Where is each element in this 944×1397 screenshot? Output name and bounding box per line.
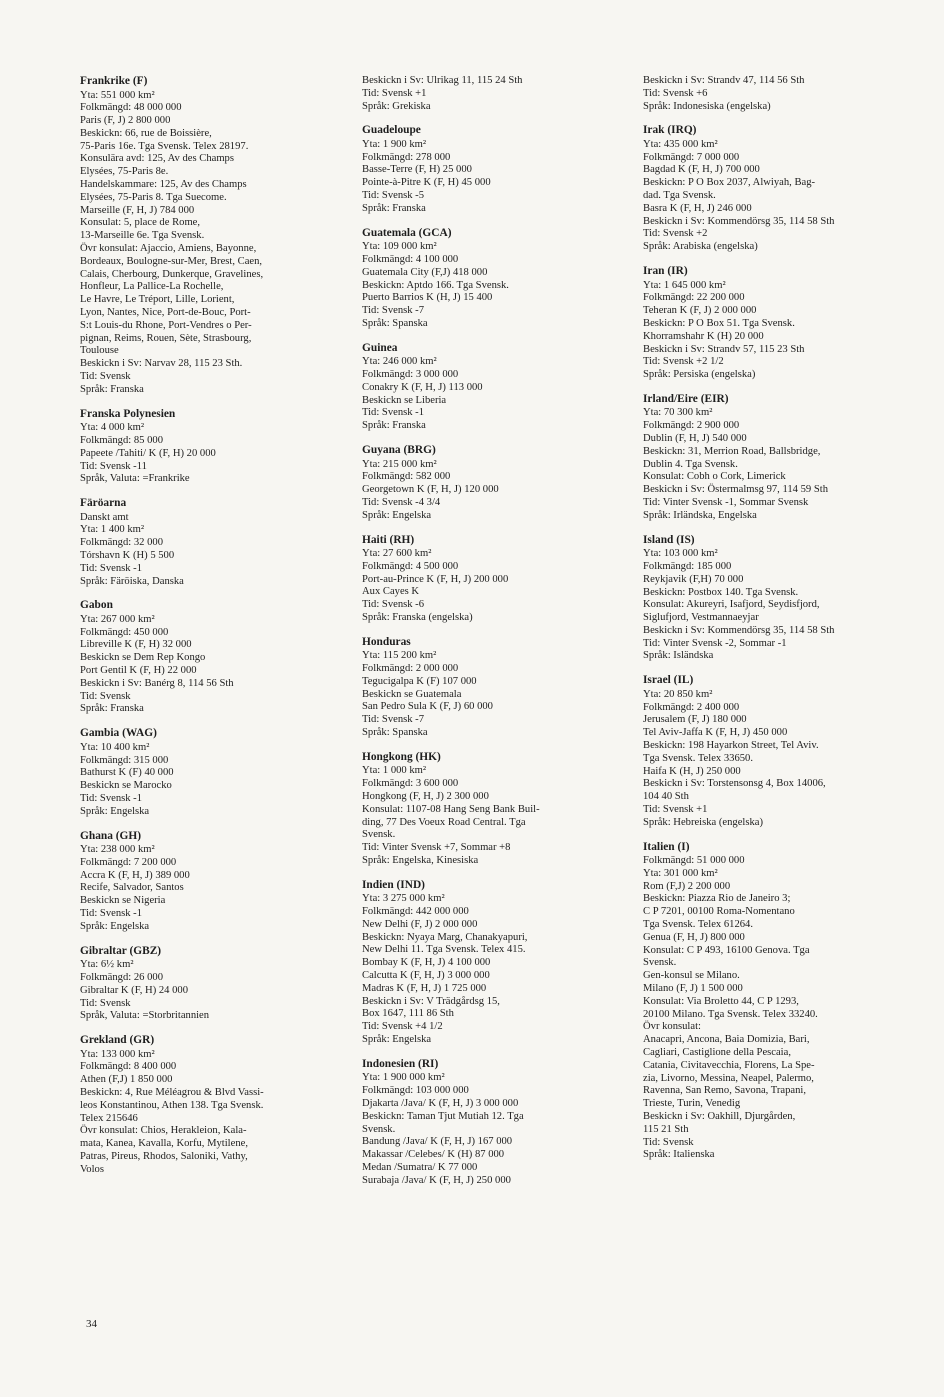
entry-line: Beskickn i Sv: Kommendörsg 35, 114 58 Sth [643, 624, 835, 636]
entry-line: Svensk. [362, 1123, 396, 1135]
entry-line: Beskickn i Sv: Banérg 8, 114 56 Sth [80, 677, 234, 689]
entry-line: Folkmängd: 4 100 000 [362, 253, 459, 265]
entry-line: Box 1647, 111 86 Sth [362, 1008, 454, 1020]
entry-line: Ravenna, San Remo, Savona, Trapani, [643, 1085, 807, 1097]
entry-line: Beskickn i Sv: Strandv 57, 115 23 Sth [643, 343, 805, 355]
entry-line: Lyon, Nantes, Nice, Port-de-Bouc, Port- [80, 307, 251, 319]
entry-line: Beskickn i Sv: V Trädgårdsg 15, [362, 995, 500, 1007]
country-title: Island (IS) [643, 533, 695, 546]
country-entry [643, 124, 888, 254]
country-entry [643, 674, 888, 829]
column-3 [643, 75, 888, 1173]
entry-line: Yta: 301 000 km² [643, 867, 718, 879]
country-entry [362, 636, 594, 740]
entry-line: Telex 215646 [80, 1112, 138, 1124]
entry-line: Konsulat: 1107-08 Hang Seng Bank Buil- [362, 803, 540, 815]
entry-line: mata, Kanea, Kavalla, Korfu, Mytilene, [80, 1138, 248, 1150]
entry-line: Paris (F, J) 2 800 000 [80, 115, 171, 127]
country-title: Färöarna [80, 497, 127, 510]
entry-line: Tid: Svensk -1 [80, 908, 143, 920]
entry-line: Språk: Franska [362, 420, 426, 432]
entry-line: Beskickn i Sv: Torstensonsg 4, Box 14006, [643, 778, 826, 790]
entry-line: Tegucigalpa K (F) 107 000 [362, 675, 477, 687]
entry-line: Haifa K (H, J) 250 000 [643, 765, 741, 777]
entry-line: Tid: Svensk -7 [362, 714, 425, 726]
entry-line: Beskickn: Aptdo 166. Tga Svensk. [362, 279, 509, 291]
entry-line: Övr konsulat: Ajaccio, Amiens, Bayonne, [80, 243, 257, 255]
entry-line: Folkmängd: 22 200 000 [643, 292, 745, 304]
entry-line: Folkmängd: 32 000 [80, 537, 163, 549]
entry-line: Calais, Cherbourg, Dunkerque, Gravelines, [80, 268, 264, 280]
entry-line: Folkmängd: 2 000 000 [362, 663, 459, 675]
country-title: Guyana (BRG) [362, 444, 436, 457]
country-title: Gabon [80, 599, 113, 612]
entry-line: Reykjavik (F,H) 70 000 [643, 573, 744, 585]
country-title: Irland/Eire (EIR) [643, 392, 729, 405]
entry-line: Beskickn: Piazza Rio de Janeiro 3; [643, 893, 791, 905]
entry-line: Accra K (F, H, J) 389 000 [80, 869, 190, 881]
country-title: Iran (IR) [643, 265, 688, 278]
entry-line: Yta: 1 645 000 km² [643, 279, 726, 291]
entry-line: Yta: 4 000 km² [80, 422, 145, 434]
entry-line: Språk: Indonesiska (engelska) [643, 100, 771, 112]
entry-line: Övr konsulat: [643, 1021, 701, 1033]
entry-line: Språk: Engelska [80, 920, 150, 932]
entry-line: Folkmängd: 2 400 000 [643, 701, 740, 713]
country-entry [362, 534, 594, 625]
country-title: Israel (IL) [643, 674, 694, 687]
country-entry [362, 342, 594, 433]
entry-line: Yta: 115 200 km² [362, 650, 437, 662]
country-title: Gibraltar (GBZ) [80, 944, 162, 957]
country-title: Guinea [362, 341, 398, 354]
entry-line: Yta: 267 000 km² [80, 613, 155, 625]
country-entry [80, 497, 312, 588]
country-title: Hongkong (HK) [362, 750, 441, 763]
entry-line: Tid: Vinter Svensk +7, Sommar +8 [362, 842, 511, 854]
country-title: Ghana (GH) [80, 829, 142, 842]
entry-line: New Delhi (F, J) 2 000 000 [362, 918, 478, 930]
entry-line: 115 21 Sth [643, 1123, 689, 1135]
entry-line: Yta: 3 275 000 km² [362, 893, 445, 905]
country-entry [643, 534, 888, 664]
country-entry [80, 75, 312, 397]
entry-line: 75-Paris 16e. Tga Svensk. Telex 28197. [80, 140, 249, 152]
country-title: Grekland (GR) [80, 1034, 155, 1047]
country-entry [362, 227, 594, 331]
entry-line: Språk: Spanska [362, 727, 428, 739]
entry-line: Dublin (F, H, J) 540 000 [643, 433, 747, 445]
entry-line: Yta: 1 900 000 km² [362, 1072, 445, 1084]
entry-line: Konsulat: Via Broletto 44, C P 1293, [643, 995, 799, 1007]
entry-line: Tid: Svensk -4 3/4 [362, 496, 441, 508]
country-title: Indien (IND) [362, 878, 425, 891]
entry-line: Tel Aviv-Jaffa K (F, H, J) 450 000 [643, 727, 788, 739]
entry-line: Språk, Valuta: =Frankrike [80, 473, 190, 485]
entry-line: Athen (F,J) 1 850 000 [80, 1074, 173, 1086]
country-title: Haiti (RH) [362, 533, 415, 546]
entry-line: Calcutta K (F, H, J) 3 000 000 [362, 970, 490, 982]
entry-line: Makassar /Celebes/ K (H) 87 000 [362, 1149, 505, 1161]
country-entry [362, 124, 594, 215]
entry-line: Språk: Franska [362, 202, 426, 214]
entry-line: Folkmängd: 3 000 000 [362, 369, 459, 381]
entry-line: Beskickn i Sv: Narvav 28, 115 23 Sth. [80, 358, 243, 370]
entry-line: Bagdad K (F, H, J) 700 000 [643, 164, 760, 176]
entry-line: Trieste, Turin, Venedig [643, 1098, 741, 1110]
entry-line: Khorramshahr K (H) 20 000 [643, 330, 764, 342]
entry-line: Yta: 133 000 km² [80, 1048, 155, 1060]
entry-line: Beskickn i Sv: Kommendörsg 35, 114 58 Sth [643, 215, 835, 227]
entry-line: Conakry K (F, H, J) 113 000 [362, 381, 483, 393]
entry-line: Konsulat: C P 493, 16100 Genova. Tga [643, 944, 810, 956]
entry-line: Siglufjord, Vestmannaeyjar [643, 612, 759, 624]
entry-line: Catania, Civitavecchia, Florens, La Spe- [643, 1059, 815, 1071]
entry-line: Yta: 20 850 km² [643, 688, 713, 700]
entry-line: Språk: Grekiska [362, 100, 431, 112]
entry-line: Port Gentil K (F, H) 22 000 [80, 665, 197, 677]
entry-line: Beskickn: P O Box 2037, Alwiyah, Bag- [643, 177, 816, 189]
entry-line: Jerusalem (F, J) 180 000 [643, 714, 747, 726]
entry-line: Övr konsulat: Chios, Herakleion, Kala- [80, 1125, 247, 1137]
entry-line: Folkmängd: 103 000 000 [362, 1085, 469, 1097]
entry-line: zia, Livorno, Messina, Neapel, Palermo, [643, 1072, 814, 1084]
entry-line: Konsulära avd: 125, Av des Champs [80, 153, 234, 165]
entry-line: Folkmängd: 2 900 000 [643, 420, 740, 432]
entry-line: Beskickn i Sv: Ulrikag 11, 115 24 Sth [362, 75, 523, 86]
entry-line: 13-Marseille 6e. Tga Svensk. [80, 230, 205, 242]
entry-line: Rom (F,J) 2 200 000 [643, 880, 731, 892]
entry-line: Beskickn: 198 Hayarkon Street, Tel Aviv. [643, 739, 819, 751]
column-1 [80, 75, 312, 1188]
entry-line: Tid: Svensk [80, 371, 131, 383]
entry-line: Språk: Spanska [362, 317, 428, 329]
entry-line: Volos [80, 1163, 104, 1175]
country-entry [362, 879, 594, 1047]
entry-line: San Pedro Sula K (F, J) 60 000 [362, 701, 493, 713]
entry-line: 104 40 Sth [643, 791, 689, 803]
entry-line: Tid: Svensk -1 [80, 792, 143, 804]
entry-line: Tid: Svensk +1 [362, 87, 427, 99]
entry-line: Beskickn: P O Box 51. Tga Svensk. [643, 317, 795, 329]
entry-line: Tid: Svensk +2 1/2 [643, 356, 724, 368]
country-entry [80, 727, 312, 818]
entry-line: Beskickn: 66, rue de Boissière, [80, 127, 212, 139]
entry-line: pignan, Reims, Rouen, Sète, Strasbourg, [80, 332, 252, 344]
entry-line: Folkmängd: 185 000 [643, 560, 732, 572]
entry-line: Genua (F, H, J) 800 000 [643, 931, 745, 943]
entry-line: Yta: 103 000 km² [643, 548, 718, 560]
country-entry [643, 75, 888, 113]
entry-line: Konsulat: Akureyri, Isafjord, Seydisfjord, [643, 599, 820, 611]
entry-line: Beskickn se Nigeria [80, 895, 166, 907]
country-title: Irak (IRQ) [643, 124, 697, 137]
entry-line: Tid: Svensk [80, 997, 131, 1009]
entry-line: Recife, Salvador, Santos [80, 882, 184, 894]
country-title: Frankrike (F) [80, 75, 148, 87]
entry-line: Konsulat: Cobh o Cork, Limerick [643, 471, 786, 483]
entry-line: Pointe-à-Pitre K (F, H) 45 000 [362, 177, 491, 189]
entry-line: Tid: Svensk +6 [643, 87, 708, 99]
country-entry [80, 945, 312, 1023]
entry-line: Folkmängd: 7 000 000 [643, 151, 740, 163]
country-title: Honduras [362, 635, 411, 648]
entry-line: Folkmängd: 582 000 [362, 471, 451, 483]
entry-line: Surabaja /Java/ K (F, H, J) 250 000 [362, 1174, 511, 1186]
country-title: Guatemala (GCA) [362, 226, 452, 239]
entry-line: S:t Louis-du Rhone, Port-Vendres o Per- [80, 319, 252, 331]
entry-line: Folkmängd: 48 000 000 [80, 102, 182, 114]
entry-line: Språk: Franska (engelska) [362, 612, 473, 623]
entry-line: Beskickn se Marocko [80, 780, 172, 792]
entry-line: Språk: Engelska, Kinesiska [362, 854, 479, 866]
country-title: Guadeloupe [362, 124, 421, 137]
entry-line: C P 7201, 00100 Roma-Nomentano [643, 906, 795, 918]
entry-line: Papeete /Tahiti/ K (F, H) 20 000 [80, 447, 216, 459]
country-entry [362, 1058, 594, 1188]
entry-line: Beskickn: Taman Tjut Mutiah 12. Tga [362, 1110, 524, 1122]
country-entry [80, 599, 312, 716]
entry-line: Dublin 4. Tga Svensk. [643, 458, 738, 470]
entry-line: Språk: Franska [80, 703, 144, 715]
entry-line: Yta: 238 000 km² [80, 844, 155, 856]
entry-line: Medan /Sumatra/ K 77 000 [362, 1161, 478, 1173]
entry-line: Språk: Franska [80, 383, 144, 395]
country-entry [643, 393, 888, 523]
entry-line: Beskickn i Sv: Östermalmsg 97, 114 59 Sth [643, 484, 828, 496]
entry-line: Djakarta /Java/ K (F, H, J) 3 000 000 [362, 1097, 519, 1109]
entry-line: Yta: 109 000 km² [362, 241, 437, 253]
entry-line: New Delhi 11. Tga Svensk. Telex 415. [362, 944, 526, 956]
country-entry [643, 265, 888, 382]
entry-line: Tid: Svensk -1 [80, 562, 143, 574]
entry-line: Gen-konsul se Milano. [643, 970, 740, 982]
page-number: 34 [86, 1318, 97, 1330]
entry-line: Toulouse [80, 345, 119, 357]
entry-line: Beskickn i Sv: Strandv 47, 114 56 Sth [643, 75, 805, 86]
country-entry [80, 830, 312, 934]
entry-line: Puerto Barrios K (H, J) 15 400 [362, 292, 493, 304]
entry-line: leos Konstantinou, Athen 138. Tga Svensk. [80, 1099, 264, 1111]
country-entry [362, 751, 594, 868]
entry-line: Danskt amt [80, 511, 129, 523]
entry-line: Språk: Isländska [643, 650, 714, 662]
entry-line: Folkmängd: 278 000 [362, 151, 451, 163]
entry-line: Yta: 1 400 km² [80, 524, 145, 536]
entry-line: Beskickn: 4, Rue Méléagrou & Blvd Vassi- [80, 1087, 264, 1098]
entry-line: Svensk. [362, 829, 396, 841]
entry-line: Beskickn: 31, Merrion Road, Ballsbridge, [643, 445, 821, 457]
entry-line: Tórshavn K (H) 5 500 [80, 550, 175, 561]
entry-line: Beskickn se Liberia [362, 394, 447, 406]
entry-line: Honfleur, La Pallice-La Rochelle, [80, 281, 224, 293]
entry-line: Yta: 215 000 km² [362, 458, 437, 470]
entry-line: Beskickn se Dem Rep Kongo [80, 652, 206, 664]
entry-line: Tid: Svensk -5 [362, 190, 425, 202]
entry-line: Beskickn: Postbox 140. Tga Svensk. [643, 586, 799, 598]
country-title: Indonesien (RI) [362, 1057, 439, 1070]
entry-line: Yta: 246 000 km² [362, 356, 437, 368]
country-entry [80, 1034, 312, 1176]
entry-line: Guatemala City (F,J) 418 000 [362, 266, 488, 278]
entry-line: Språk: Irländska, Engelska [643, 509, 757, 521]
entry-line: Språk: Hebreiska (engelska) [643, 816, 764, 828]
entry-line: Basra K (F, H, J) 246 000 [643, 202, 752, 214]
entry-line: Le Havre, Le Tréport, Lille, Lorient, [80, 294, 235, 306]
entry-line: Yta: 1 900 km² [362, 138, 427, 150]
entry-line: Tga Svensk. Telex 33650. [643, 752, 753, 764]
column-2 [362, 75, 594, 1198]
entry-line: Tid: Svensk [643, 1136, 694, 1148]
entry-line: Anacapri, Ancona, Baia Domizia, Bari, [643, 1034, 810, 1046]
entry-line: Folkmängd: 4 500 000 [362, 560, 459, 572]
country-entry [362, 444, 594, 522]
entry-line: dad. Tga Svensk. [643, 190, 716, 202]
entry-line: Språk: Persiska (engelska) [643, 369, 756, 381]
entry-line: Elysées, 75-Paris 8e. [80, 166, 169, 178]
entry-line: Marseille (F, H, J) 784 000 [80, 204, 195, 216]
entry-line: Libreville K (F, H) 32 000 [80, 639, 192, 651]
entry-line: Tid: Svensk -6 [362, 599, 425, 611]
entry-line: Teheran K (F, J) 2 000 000 [643, 305, 757, 317]
entry-line: Cagliari, Castiglione della Pescaia, [643, 1047, 791, 1058]
entry-line: Språk: Engelska [80, 805, 150, 817]
entry-line: Folkmängd: 8 400 000 [80, 1061, 177, 1073]
entry-line: Tid: Svensk -7 [362, 305, 425, 317]
country-entry [362, 75, 594, 113]
entry-line: Hongkong (F, H, J) 2 300 000 [362, 790, 489, 802]
entry-line: Språk, Valuta: =Storbritannien [80, 1010, 210, 1022]
entry-line: Yta: 551 000 km² [80, 89, 155, 101]
entry-line: Bombay K (F, H, J) 4 100 000 [362, 957, 491, 969]
entry-line: Språk: Engelska [362, 1034, 432, 1046]
entry-line: Gibraltar K (F, H) 24 000 [80, 984, 189, 996]
entry-line: Tga Svensk. Telex 61264. [643, 919, 753, 931]
entry-line: Bandung /Java/ K (F, H, J) 167 000 [362, 1136, 513, 1148]
entry-line: Folkmängd: 51 000 000 [643, 855, 745, 867]
entry-line: Yta: 10 400 km² [80, 741, 150, 753]
entry-line: Tid: Svensk +1 [643, 803, 708, 815]
entry-line: Madras K (F, H, J) 1 725 000 [362, 982, 487, 994]
entry-line: Folkmängd: 442 000 000 [362, 906, 469, 918]
entry-line: Tid: Svensk [80, 690, 131, 702]
entry-line: Port-au-Prince K (F, H, J) 200 000 [362, 573, 509, 585]
entry-line: ding, 77 Des Voeux Road Central. Tga [362, 816, 526, 828]
country-entry [80, 408, 312, 486]
entry-line: Folkmängd: 85 000 [80, 434, 163, 446]
entry-line: Milano (F, J) 1 500 000 [643, 983, 743, 995]
entry-line: Folkmängd: 315 000 [80, 754, 169, 766]
entry-line: Språk: Färöiska, Danska [80, 575, 184, 587]
entry-line: Folkmängd: 450 000 [80, 626, 169, 638]
country-entry [643, 841, 888, 1163]
entry-line: Yta: 70 300 km² [643, 407, 713, 419]
entry-line: Elysées, 75-Paris 8. Tga Suecome. [80, 191, 227, 203]
entry-line: Folkmängd: 26 000 [80, 971, 163, 983]
entry-line: 20100 Milano. Tga Svensk. Telex 33240. [643, 1008, 818, 1020]
entry-line: Beskickn se Guatemala [362, 688, 462, 700]
entry-line: Folkmängd: 7 200 000 [80, 856, 177, 868]
entry-line: Georgetown K (F, H, J) 120 000 [362, 484, 499, 496]
entry-line: Folkmängd: 3 600 000 [362, 778, 459, 790]
entry-line: Yta: 6½ km² [80, 959, 134, 971]
entry-line: Språk: Engelska [362, 509, 432, 521]
entry-line: Beskickn i Sv: Oakhill, Djurgården, [643, 1110, 796, 1122]
entry-line: Tid: Vinter Svensk -1, Sommar Svensk [643, 497, 809, 509]
country-title: Italien (I) [643, 840, 690, 853]
entry-line: Bathurst K (F) 40 000 [80, 767, 174, 779]
entry-line: Handelskammare: 125, Av des Champs [80, 179, 247, 191]
entry-line: Basse-Terre (F, H) 25 000 [362, 164, 472, 176]
entry-line: Patras, Pireus, Rhodos, Saloniki, Vathy, [80, 1150, 248, 1162]
entry-line: Yta: 1 000 km² [362, 765, 427, 777]
entry-line: Språk: Arabiska (engelska) [643, 241, 758, 253]
entry-line: Konsulat: 5, place de Rome, [80, 217, 201, 229]
entry-line: Bordeaux, Boulogne-sur-Mer, Brest, Caen, [80, 255, 263, 267]
entry-line: Beskickn: Nyaya Marg, Chanakyapuri, [362, 931, 528, 943]
entry-line: Tid: Svensk -1 [362, 407, 425, 419]
entry-line: Svensk. [643, 957, 677, 969]
entry-line: Språk: Italienska [643, 1149, 715, 1161]
entry-line: Aux Cayes K [362, 586, 420, 598]
entry-line: Tid: Svensk -11 [80, 460, 147, 472]
entry-line: Tid: Svensk +4 1/2 [362, 1021, 443, 1033]
entry-line: Tid: Vinter Svensk -2, Sommar -1 [643, 637, 787, 649]
entry-line: Yta: 27 600 km² [362, 548, 432, 560]
entry-line: Tid: Svensk +2 [643, 228, 708, 240]
country-title: Franska Polynesien [80, 407, 176, 420]
entry-line: Yta: 435 000 km² [643, 138, 718, 150]
country-title: Gambia (WAG) [80, 727, 157, 740]
